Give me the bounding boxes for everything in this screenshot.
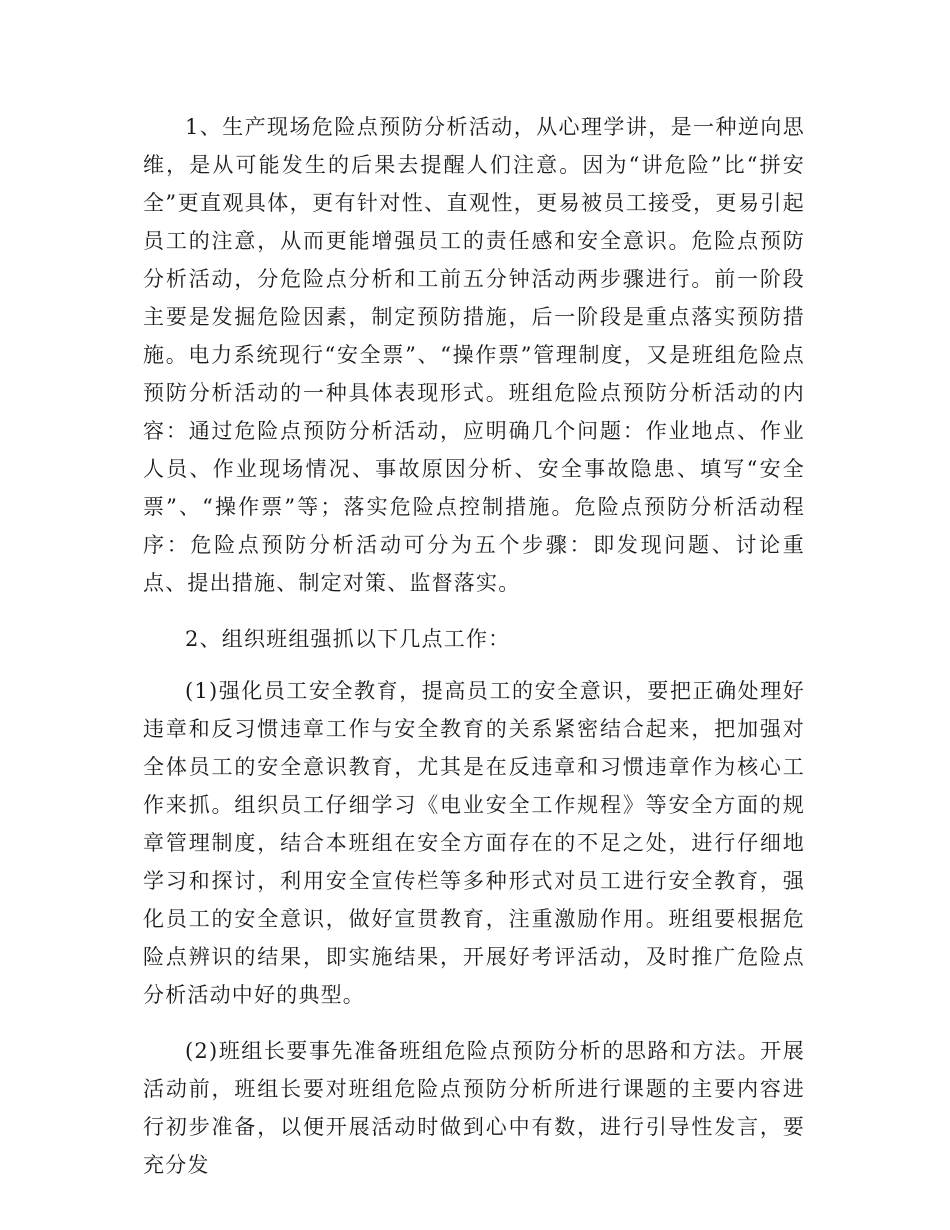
- paragraph-risk-analysis-activity: 1、生产现场危险点预防分析活动，从心理学讲，是一种逆向思维，是从可能发生的后果去提醒人们注意。因为“讲危险”比“拼安全”更直观具体，更有针对性、直观性，更易被员工接受，更易引起员工的注意，从而更能增强员工的责任感和安全意识。危险点预防分析活动，分危险点分析和工前五分钟活动两步骤进行。前一阶段主要是发掘危险因素，制定预防措施，后一阶段是重点落实预防措施。电力系统现行“安全票”、“操作票”管理制度，又是班组危险点预防分析活动的一种具体表现形式。班组危险点预防分析活动的内容：通过危险点预防分析活动，应明确几个问题：作业地点、作业人员、作业现场情况、事故原因分析、安全事故隐患、填写“安全票”、“操作票”等；落实危险点控制措施。危险点预防分析活动程序：危险点预防分析活动可分为五个步骤：即发现问题、讨论重点、提出措施、制定对策、监督落实。: [143, 115, 805, 595]
- paragraph-team-leader-preparation: (2)班组长要事先准备班组危险点预防分析的思路和方法。开展活动前，班组长要对班组危险点预防分析所进行课题的主要内容进行初步准备，以便开展活动时做到心中有数，进行引导性发言，要充分发: [143, 1039, 805, 1177]
- paragraph-safety-education: (1)强化员工安全教育，提高员工的安全意识，要把正确处理好违章和反习惯违章工作与安全教育的关系紧密结合起来，把加强对全体员工的安全意识教育，尤其是在反违章和习惯违章作为核心工作来抓。组织员工仔细学习《电业安全工作规程》等安全方面的规章管理制度，结合本班组在安全方面存在的不足之处，进行仔细地学习和探讨，利用安全宣传栏等多种形式对员工进行安全教育，强化员工的安全意识，做好宣贯教育，注重激励作用。班组要根据危险点辨识的结果，即实施结果，开展好考评活动，及时推广危险点分析活动中好的典型。: [143, 679, 805, 1007]
- document-body: [143, 108, 805, 1202]
- paragraph-team-work-heading: 2、组织班组强抓以下几点工作：: [185, 627, 511, 651]
